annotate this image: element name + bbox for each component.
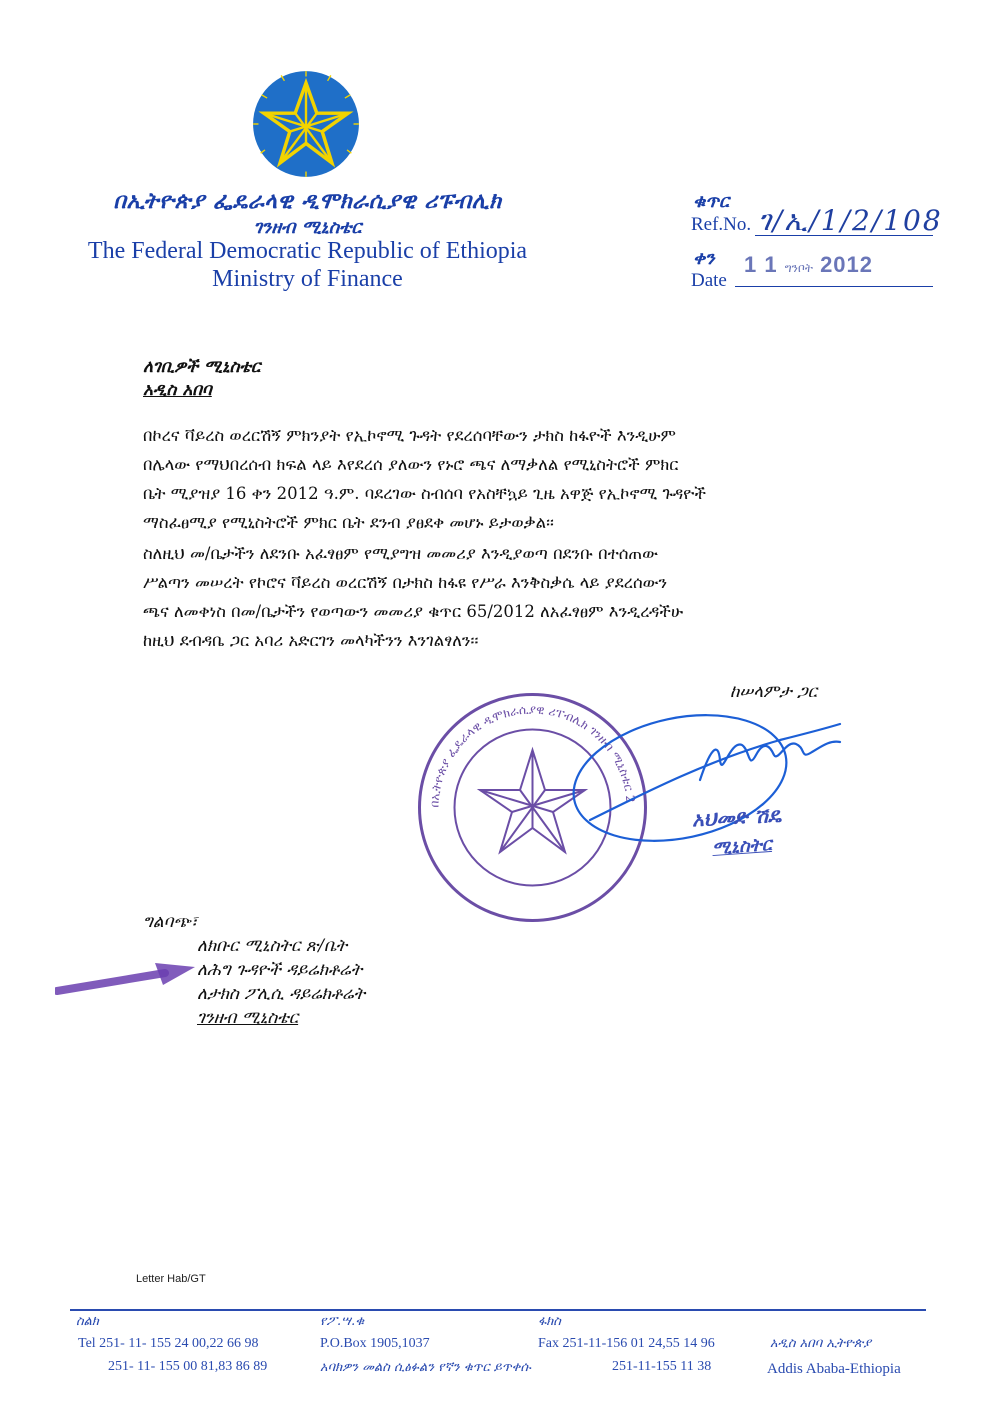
country-name-english: The Federal Democratic Republic of Ethiopia: [87, 238, 528, 264]
recipient-city: አዲስ አበባ: [143, 380, 212, 400]
arrow-icon: [55, 955, 205, 1000]
footer-tel-line-1: Tel 251- 11- 155 24 00,22 66 98: [78, 1336, 259, 1351]
footer-note: Letter Hab/GT: [136, 1273, 206, 1285]
footer-pobox-label: የፖ.ሣ.ቁ: [320, 1314, 365, 1329]
footer-divider: [70, 1309, 926, 1311]
body-line: ሥልጣን መሠረት የኮሮና ቫይረስ ወረርሽኝ በታክስ ከፋዩ የሥራ እንቅስቃሴ ላይ ያደረሰውን: [143, 573, 668, 592]
footer-tel-label: ስልክ: [76, 1314, 99, 1329]
footer-pobox: P.O.Box 1905,1037: [320, 1336, 430, 1351]
ministry-name-amharic: ገንዘብ ሚኒስቴር: [253, 217, 362, 238]
body-line: ከዚህ ደብዳቤ ጋር አባሪ አድርገን መላካችንን እንገልፃለን፡፡: [143, 631, 479, 650]
ref-number: ገ/ኢ/1/2/108: [758, 204, 943, 237]
ministry-name-english: Ministry of Finance: [212, 266, 403, 292]
footer-fax-line-1: Fax 251-11-156 01 24,55 14 96: [538, 1336, 715, 1351]
national-emblem: [252, 70, 360, 178]
date-stamp: [744, 252, 873, 278]
footer-city-amharic: አዲስ አበባ ኢትዮጵያ: [770, 1336, 872, 1351]
seal-text: በኢትዮጵያ ፌዴራላዊ ዲሞክራሲያዊ ሪፐብሊክ ገንዘብ ሚኒስቴር 2: [427, 702, 638, 808]
signatory-name: አህመድ ሽዴ: [691, 802, 782, 832]
footer-city-english: Addis Ababa-Ethiopia: [767, 1361, 901, 1377]
footer-fax-line-2: 251-11-155 11 38: [612, 1359, 712, 1374]
cc-item: ለክቡር ሚኒስትር ጽ/ቤት: [197, 936, 348, 956]
body-line: ጫና ለመቀነስ በመ/ቤታችን የወጣውን መመሪያ ቁጥር 65/2012 ለአፈፃፀም እንዲረዳችሁ: [143, 602, 684, 621]
body-line: ቤት ሚያዝያ 16 ቀን 2012 ዓ.ም. ባደረገው ስብሰባ የአስቸኳይ ጊዜ አዋጅ የኢኮኖሚ ጉዳዮች: [143, 484, 706, 503]
cc-list: [197, 934, 365, 1030]
body-paragraph-2: [143, 539, 929, 655]
date-month: ግንቦት: [784, 261, 813, 275]
signatory-title: ሚኒስትር: [711, 833, 773, 860]
body-line: በሌላው የማህበረሰብ ክፍል ላይ እየደረሰ ያለውን የኑሮ ጫና ለማቃለል የሚኒስትሮች ምክር: [143, 455, 679, 474]
body-line: ማስፈፀሚያ የሚኒስትሮች ምክር ቤት ደንብ ያፀደቀ መሆኑ ይታወቃል፡፡: [143, 513, 554, 532]
date-label-english: Date: [691, 270, 727, 291]
body-line: በኮረና ቫይረስ ወረርሽኝ ምክንያት የኢኮኖሚ ጉዳት የደረሰባቸውን ታክስ ከፋዮች እንዲሁም: [143, 426, 676, 445]
date-day: 1 1: [744, 252, 778, 277]
date-underline: [735, 286, 933, 287]
cc-item: ለታክስ ፖሊሲ ዳይሬክቶሬት: [197, 984, 366, 1004]
date-label-amharic: ቀን: [693, 248, 715, 269]
country-name-amharic: በኢትዮጵያ ፌዴራላዊ ዲሞክራሲያዊ ሪፑብሊክ: [113, 188, 502, 214]
ref-label-english: Ref.No.: [691, 214, 752, 235]
cc-item: ገንዘብ ሚኒስቴር: [197, 1008, 299, 1028]
date-year: 2012: [820, 252, 874, 277]
cc-item: ለሕግ ጉዳዮች ዳይሬክቶሬት: [197, 960, 363, 980]
closing-greeting: ከሠላምታ ጋር: [730, 682, 817, 702]
footer-tel-line-2: 251- 11- 155 00 81,83 86 89: [108, 1359, 268, 1374]
footer-fax-label: ፋክስ: [538, 1314, 561, 1329]
ref-underline: [755, 235, 933, 236]
cc-label: ግልባጭ፣: [143, 912, 198, 932]
body-paragraph-1: [143, 421, 929, 537]
recipient-name: ለገቢዎች ሚኒስቴር: [143, 357, 261, 377]
body-line: ስለዚህ መ/ቤታችን ለደንቡ አፈፃፀም የሚያግዝ መመሪያ እንዲያወጣ በደንቡ በተሰጠው: [143, 544, 658, 563]
footer-pobox-note: አባክዎን መልስ ሲፅፉልን የኛን ቁጥር ይጥቀሱ: [320, 1360, 531, 1375]
ref-label-amharic: ቁጥር: [693, 191, 729, 212]
